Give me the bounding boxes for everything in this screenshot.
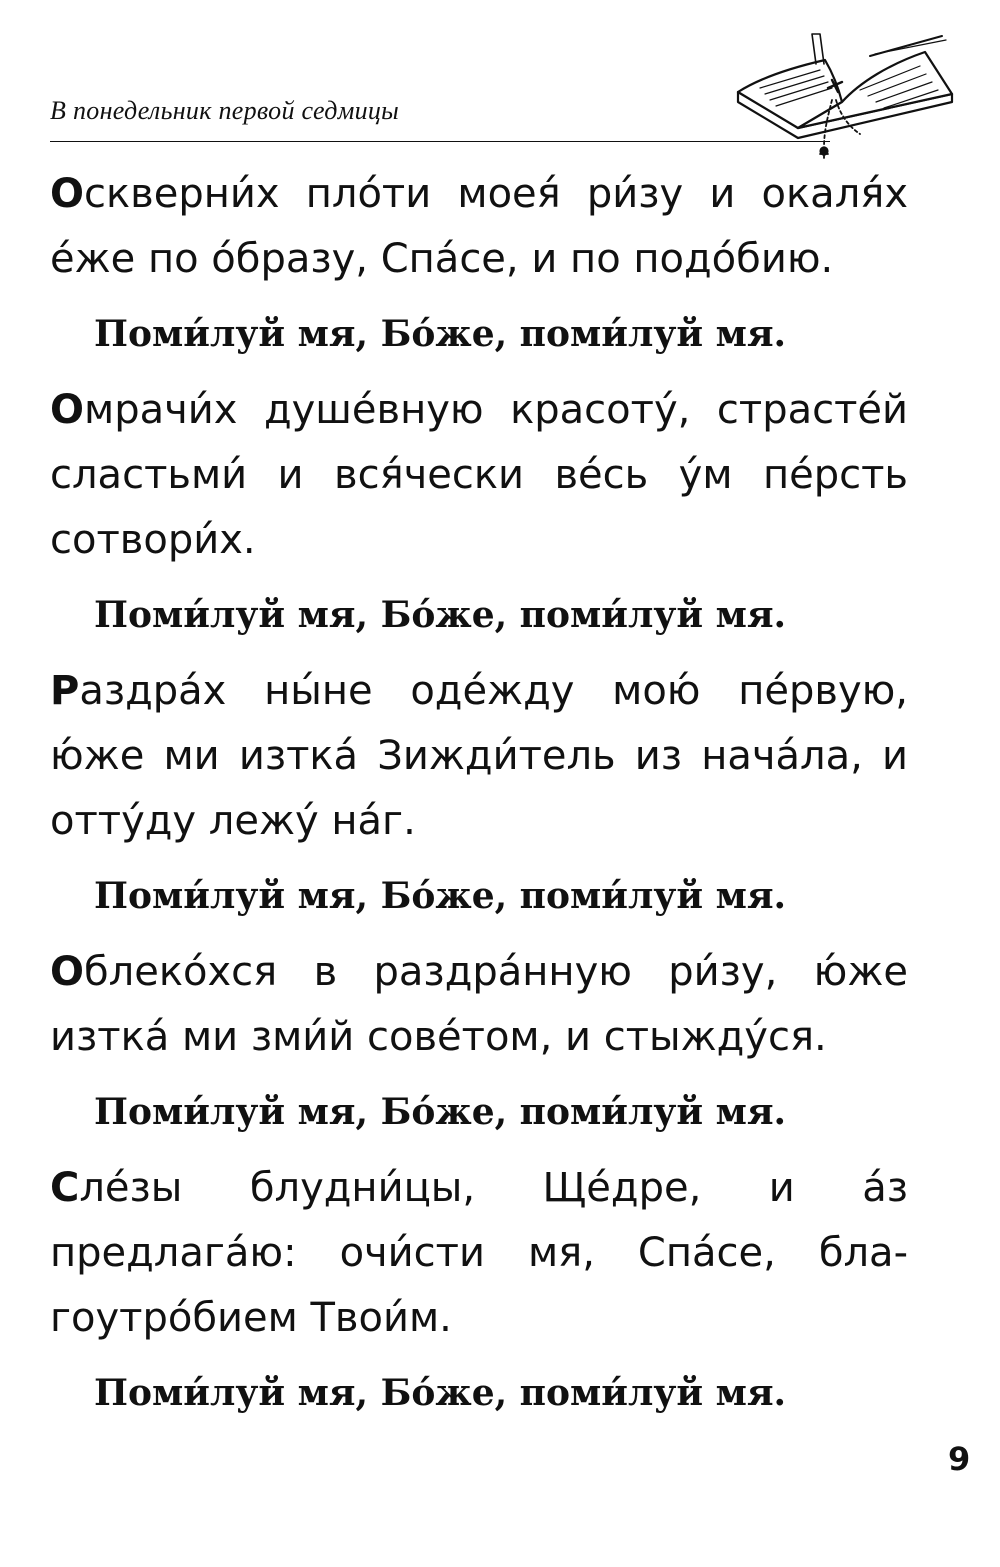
verse-text: мрачи́х душе́вную красоту́, страсте́й сластьми́ и вся́чески ве́сь у́м пе́рсть сотвори́х.	[50, 387, 908, 563]
refrain-line: Поми́луй мя, Бо́же, поми́луй мя.	[94, 1091, 787, 1133]
refrain-line: Поми́луй мя, Бо́же, поми́луй мя.	[94, 875, 787, 917]
prayer-body	[50, 162, 908, 1437]
header-divider	[50, 141, 830, 142]
verse-initial-letter: О	[50, 387, 85, 433]
running-header-title: В понедельник первой седмицы	[50, 96, 400, 125]
verse-paragraph	[50, 659, 908, 854]
verse-paragraph	[50, 162, 908, 292]
verse-text: аздра́х ны́не оде́жду мою́ пе́рвую, ю́же ми изтка́ Зижди́тель из нача́ла, и отту́ду лежу́ на́г.	[50, 668, 908, 844]
verse-initial-letter: Р	[50, 668, 80, 714]
refrain-line: Поми́луй мя, Бо́же, поми́луй мя.	[94, 594, 787, 636]
verse-text: ле́зы блудни́цы, Ще́дре, и а́з предлага́ю: очи́сти мя, Спа́се, благоутро́бием Твои́м.	[50, 1165, 908, 1341]
verse-paragraph	[50, 940, 908, 1070]
open-book-with-rosary-icon	[720, 30, 960, 160]
refrain-line: Поми́луй мя, Бо́же, поми́луй мя.	[94, 1372, 787, 1414]
verse-initial-letter: О	[50, 949, 85, 995]
running-header	[50, 96, 790, 146]
verse-initial-letter: О	[50, 171, 85, 217]
verse-paragraph	[50, 1156, 908, 1351]
verse-text: скверни́х пло́ти моея́ ри́зу и окаля́х е́же по о́бразу, Спа́се, и по подо́бию.	[50, 171, 908, 282]
refrain-line: Поми́луй мя, Бо́же, поми́луй мя.	[94, 313, 787, 355]
page-number: 9	[948, 1440, 971, 1478]
verse-text: блеко́хся в раздра́нную ри́зу, ю́же изтка́ ми зми́й сове́том, и стыжду́ся.	[50, 949, 908, 1060]
verse-initial-letter: С	[50, 1165, 80, 1211]
verse-paragraph	[50, 378, 908, 573]
